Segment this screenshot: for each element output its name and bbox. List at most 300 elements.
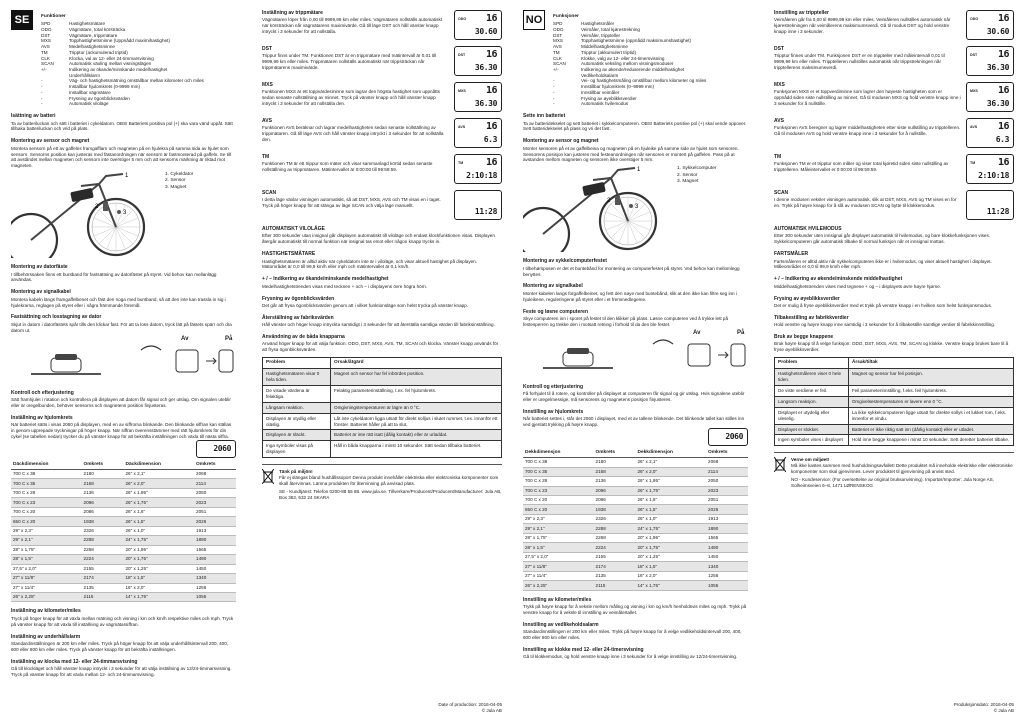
lcd-speed-value: 16 [485, 13, 497, 24]
table-row [11, 517, 236, 526]
table-cell: 29" x 2,3" [11, 526, 82, 535]
section-heading: Inställning av kilometer/miles [11, 608, 81, 615]
table-cell: 26" x 2,0" [635, 467, 706, 476]
section-text: Skjut in datorn i datorfästets spår tills den klickar fast. För att ta loss datorn, tryck lätt på fästets spärr och dra datorn ut. [11, 321, 232, 333]
table-cell: 1340 [194, 574, 236, 583]
functions-table [553, 21, 710, 107]
table-cell: 14" x 1,75" [123, 592, 194, 601]
section-text: Når batteriet settes i, står det 2060 i displayet, med et av tallene blinkende. Det blinkende tallet kan stilles inn ved gjentatt trykking på høyre knapp. [523, 416, 745, 428]
section-text: Vägmätaren löper från 0,00 till 9999,99 km eller miles. Vägmätaren nollställs automatiskt när körsträckan når vägmätarens maximivärde. Gå till läge DST och håll vänster knapp intryckt i 3 sekunder för att nollställa. [262, 17, 443, 35]
wheel-size-table [523, 449, 748, 591]
function-row [41, 101, 208, 107]
table-header: Orsak/åtgärd [331, 358, 502, 369]
table-cell: 20" x 1,95" [635, 533, 706, 542]
table-cell: 18" x 1,5" [123, 574, 194, 583]
table-row [523, 533, 748, 542]
mount-section [523, 283, 748, 302]
table-cell: 26" x 1,5" [635, 505, 706, 514]
troubleshooting-table [774, 357, 1014, 446]
section-text: Funksjonen TM er et tripptur som måler og viser total kjøretid siden siste nullstilling av tripptelleren. Måleintervallet er 0:00:00 til 99:59:59. [774, 161, 949, 173]
lcd-speed-value: 16 [485, 49, 497, 60]
table-row [11, 536, 236, 545]
table-cell: 29" x 2,3" [523, 514, 594, 523]
section-text: Middelhastighetstrenden vises med tegnene + og – i displayets øvre høyre hjørne. [774, 283, 942, 289]
function-code: - [553, 78, 555, 84]
table-header: Årsak/tiltak [848, 358, 1013, 369]
company-info: NO - Kundeservice: (For oversettelse av original bruksanvisning). Importør/Importer: Jula Norge AS, Solheimsveien 6–8, 1471 LØRENSKOG [791, 476, 994, 488]
function-desc: Underhållslarm [69, 72, 100, 78]
table-cell: Displayet er slokket. [775, 424, 849, 435]
lcd-mode-label: TM [970, 161, 976, 165]
table-cell: 700 C x 28 [11, 488, 82, 497]
table-row [775, 386, 1014, 397]
recycling-notice [262, 464, 502, 500]
table-cell: 2326 [594, 514, 636, 523]
table-header: Omkrets [706, 449, 748, 458]
function-desc: Indikering av ökande/minskande medelhastighet [69, 67, 168, 72]
table-cell: Magnet och sensor har fel inbördes position. [331, 369, 502, 386]
table-cell: 2180 [82, 469, 124, 478]
table-cell: 26" x 1,95" [635, 477, 706, 486]
lcd-display [966, 190, 1014, 220]
table-header: Dekkdimensjon [523, 449, 594, 458]
lcd-secondary-value: 36.30 [986, 98, 1009, 108]
svg-text:1: 1 [125, 173, 129, 180]
table-cell: Displayen är otydlig eller oläslig. [263, 413, 331, 430]
lcd-mode-label: TM [458, 161, 464, 165]
section-text: Tryck på höger knapp för att växla mellan mätning och visning i km och km/h respektive miles och mph. Tryck på vänster knapp för att växla till inställning av vägmätarsiffran. [11, 615, 234, 627]
table-cell: 2050 [706, 477, 748, 486]
table-cell: Inga symboler visas på displayen [263, 441, 331, 458]
lcd-display [966, 10, 1014, 40]
function-desc: Installbar vägmätare [69, 89, 111, 95]
lcd-speed-value: 16 [485, 157, 497, 168]
section-heading: AUTOMATISK HVILEMODUS [774, 226, 842, 232]
table-cell: Hastighetsmåleren viser 0 hele tiden. [775, 369, 849, 386]
section-text: Medelhastighetstrenden visas med tecknen + och – i displayens övre högra hörn. [262, 283, 428, 289]
function-desc: Automatisk växling mellan visningslägen [69, 61, 152, 67]
table-cell: 24" x 1,75" [635, 524, 706, 533]
function-code: TM [41, 49, 48, 55]
table-header: Problem [775, 358, 849, 369]
legend-item: 3. Magnet [677, 178, 699, 184]
function-section [262, 10, 502, 40]
table-cell: 2096 [594, 486, 636, 495]
function-section [774, 226, 1014, 245]
section-heading: Frysning av ögonblicksvärden [262, 295, 335, 302]
table-cell: Håll in båda knapparna i minst 10 sekunder. Sätt sedan tillbaka batteriet. [331, 441, 502, 458]
function-desc: Medelhastighetsminne [69, 44, 115, 50]
table-cell: 1565 [706, 533, 748, 542]
function-desc: Automatisk viloläge [69, 101, 109, 107]
section-heading: Montering av sensor och magnet [11, 138, 90, 145]
table-cell: 2136 [594, 477, 636, 486]
section-heading: SCAN [262, 190, 277, 196]
section-heading: Isättning av batteri [11, 113, 56, 120]
wheel-setting-figure [11, 440, 236, 458]
bike-illustration [523, 166, 748, 252]
function-code: TM [553, 49, 560, 55]
function-section [262, 154, 502, 184]
table-cell: 2288 [594, 524, 636, 533]
table-cell: Ingen symboler vises i displayet [775, 435, 849, 446]
label-on: På [225, 335, 233, 342]
function-desc: Topphastighetsminne (Uppnådd maximihastighet) [69, 38, 170, 44]
function-section [774, 10, 1014, 40]
function-code: SPD [41, 21, 51, 27]
table-cell: 700 C x 20 [11, 507, 82, 516]
function-section [774, 334, 1014, 353]
table-cell: 1450 [194, 564, 236, 573]
section-text: Standardinställningen är 200 km eller miles. Tryck på höger knapp för att välja underhållsintervall 200, 400, 600 eller 800 km eller miles. Tryck på vänster knapp för att bekräfta inställningen. [11, 640, 229, 652]
function-section [262, 82, 502, 112]
section-heading: + / – Indikering av økende/minskende middelhastighet [774, 276, 903, 283]
function-desc: Automatisk veksling mellom visningsmoduser [581, 61, 674, 67]
section-heading: Montering av sensor og magnet [523, 138, 599, 145]
section-text: Etter 300 sekunder uten innsignal går displayet automatisk til hvilemodus, og bare klokkefunksjonen vises. Sykkelcomputeren går automatisk tilbake til normal funksjon når et innsignal mottas. [774, 233, 991, 245]
table-cell: 2068 [706, 458, 748, 467]
function-desc: Automatisk hvilemodus [581, 101, 629, 107]
table-row [11, 488, 236, 497]
table-cell: 20" x 1,75" [635, 543, 706, 552]
table-cell: 16" x 2,0" [635, 571, 706, 580]
section-text: Gå till klockläget och håll vänster knapp intryckt i 3 sekunder för att välja inställning av 12/24-timmarsvisning. Tryck på vänster knapp för att växla mellan 12- och 24-timmarsvisning. [11, 666, 232, 677]
section-heading: Frysing av øyeblikksverdier [774, 295, 840, 302]
mount-section [11, 314, 236, 333]
table-row [11, 469, 236, 478]
function-desc: Klocka, val av 12- eller 24-timmarsvisning [69, 55, 154, 61]
function-desc: Frysing av øyeblikksverdier [581, 95, 637, 101]
table-cell: 26" x 2,1" [123, 469, 194, 478]
section-heading: Bruk av begge knappene [774, 334, 834, 341]
section-heading: TM [774, 154, 782, 160]
bicycle-drawing [523, 166, 673, 252]
function-code: - [553, 95, 555, 101]
function-desc: Tripptur (ackumulerad triptid) [69, 49, 128, 55]
section-heading: HASTIGHETSMÄTARE [262, 251, 316, 258]
wheel-size-table [11, 461, 236, 603]
section-heading: Innstilling av hjulomkrets [523, 408, 584, 415]
table-cell: 2136 [82, 488, 124, 497]
table-cell: Langsom reaksjon. [775, 396, 849, 407]
table-cell: Batteriet är inte rätt isatt (dålig kontakt) eller är urladdat. [331, 430, 502, 441]
table-cell: 1938 [82, 517, 124, 526]
section-text: I denne modusen veksler visningen automatisk, slik at DST, MXS, AVS og TM vises en for en. Trykk på høyre knapp for å slå av modusen SCAN og bytte til klokkemodus. [774, 197, 957, 209]
table-cell: Hastighetsmätaren visar 0 hela tiden. [263, 369, 331, 386]
lcd-speed-value: 16 [485, 85, 497, 96]
footer-line: Date of production: 2016-04-05 [438, 702, 502, 708]
table-row [775, 424, 1014, 435]
settings-section [11, 634, 236, 653]
table-cell: Omgivningstemperaturen är lägre än 0 °C. [331, 402, 502, 413]
language-badge: NO [523, 10, 545, 30]
table-header: Omkrets [594, 449, 636, 458]
footer-line: Produksjonsdato: 2016-04-05 [953, 702, 1014, 708]
lcd-display [966, 118, 1014, 148]
lcd-speed-value: 16 [997, 121, 1009, 132]
section-heading: MXS [774, 82, 785, 88]
lcd-mode-label: AVS [458, 125, 466, 129]
function-desc: Indikering av økende/reduserende middelhastighet [581, 67, 685, 72]
label-off: Av [693, 329, 701, 336]
recycling-title: Verne om miljøet! [791, 457, 830, 463]
bicycle-drawing [11, 172, 161, 258]
table-row [263, 402, 502, 413]
table-cell: 2115 [594, 581, 636, 590]
table-cell: Hold inne begge knappene i minst 10 sekunder. Sett deretter batteriet tilbake. [848, 435, 1013, 446]
wheel-circumference-value: 2060 [725, 431, 743, 441]
section-text: Funktionen TM är ett trippur som mäter och visar sammanlagd körtid sedan senaste nollställning av trippmätaren. Mätintervallet är 0:00:00 till 99:59:59. [262, 161, 433, 173]
table-cell: 26" x 1,75" [123, 498, 194, 507]
column-right [262, 10, 502, 500]
function-code: SCAN [553, 61, 566, 67]
label-off: Av [181, 335, 189, 342]
section-text: Det er mulig å fryse øyeblikksverdier med et trykk på venstre knapp i en hvilken som helst funksjonsmodus. [774, 302, 993, 308]
wheel-setting-figure [523, 428, 748, 446]
settings-section [523, 647, 748, 660]
function-code: MXS [553, 38, 563, 44]
install-section [11, 113, 236, 132]
function-desc: Veimåler, trippteller [581, 32, 621, 38]
table-cell: 2135 [82, 583, 124, 592]
function-section [774, 154, 1014, 184]
table-cell: 2068 [194, 469, 236, 478]
function-desc: Middelhastighetsminne [581, 44, 628, 50]
mount-section [11, 289, 236, 308]
table-cell: 2026 [706, 505, 748, 514]
function-code: DST [41, 32, 51, 38]
function-desc: Vedlikeholdsalarm [581, 72, 619, 78]
lcd-display [708, 428, 748, 446]
table-row [11, 545, 236, 554]
lcd-secondary-value: 30.60 [474, 26, 497, 36]
legend-item: 1. Cykeldator [165, 172, 194, 178]
table-row [523, 552, 748, 561]
function-code: SPD [553, 21, 563, 27]
bike-legend [165, 172, 193, 191]
table-row [11, 574, 236, 583]
lcd-secondary-value: 2:10:18 [978, 170, 1009, 180]
settings-section [523, 597, 748, 616]
section-text: Standardinnstillingen er 200 km eller miles. Trykk på høyre knapp for å velge vedlikeholdsintervall 200, 400, 600 eller 800 km eller miles. [523, 629, 742, 641]
table-row [11, 526, 236, 535]
table-header: Dekkdimensjon [635, 449, 706, 458]
table-cell: 1565 [194, 545, 236, 554]
section-heading: Återställning av fabriksvärden [262, 314, 334, 321]
table-cell: 24" x 1,75" [123, 536, 194, 545]
install-section [11, 138, 236, 169]
table-row [263, 369, 502, 386]
section-heading: DST [774, 46, 784, 52]
table-cell: 2114 [194, 479, 236, 488]
table-cell: 20" x 1,95" [123, 545, 194, 554]
section-heading: Montering av signalkabel [11, 289, 71, 296]
table-cell: 700 C x 38 [11, 469, 82, 478]
table-cell: 2168 [82, 479, 124, 488]
legend-item: 2. Sensor [165, 178, 186, 184]
lcd-speed-value: 16 [997, 49, 1009, 60]
table-cell: 2051 [706, 496, 748, 505]
table-cell: 26" x 2,1" [635, 458, 706, 467]
section-text: Fartsmåleren er alltid aktiv når sykkelcomputeren ikke er i hvilemodus, og viser aktuell hastighet i displayet. Måleområdet er 0,0 til 99,9 km/h eller mph. [774, 258, 992, 270]
lcd-display [454, 154, 502, 184]
table-row [263, 413, 502, 430]
function-section [774, 46, 1014, 76]
lcd-secondary-value: 6.3 [995, 134, 1009, 144]
table-cell: 700 C x 35 [11, 479, 82, 488]
recycling-title: Tänk på miljön! [279, 469, 313, 475]
table-cell: 26" x 1,6" [123, 507, 194, 516]
lcd-display [966, 46, 1014, 76]
function-desc: Hastighetsmätare [69, 21, 106, 27]
table-header: Omkrets [82, 461, 124, 470]
table-cell: Långsam reaktion. [263, 402, 331, 413]
section-heading: Montering av signalkabel [523, 283, 583, 290]
function-desc: Väg- och hastighetsmätning omställbar mellan kilometer och miles [69, 78, 204, 84]
legend-item: 1. Sykkelcomputer [677, 166, 717, 172]
lcd-secondary-value: 6.3 [483, 134, 497, 144]
legend-item: 3. Magnet [165, 184, 187, 190]
table-row [11, 583, 236, 592]
bike-legend [677, 166, 716, 185]
function-code: AVS [41, 44, 50, 50]
section-heading: AUTOMATISKT VILOLÄGE [262, 226, 325, 232]
function-code: ODO [553, 26, 564, 32]
section-heading: Montering av datorfäste [11, 264, 68, 271]
table-cell: Magnet og sensor har feil posisjon. [848, 369, 1013, 386]
section-heading: FARTSMÅLER [774, 251, 809, 258]
table-cell: 2224 [594, 543, 636, 552]
table-row [11, 498, 236, 507]
section-heading: Innstilling av vedlikeholdsalarm [523, 621, 599, 628]
svg-text:2: 2 [95, 204, 99, 211]
functions-table [41, 21, 208, 107]
function-code: - [41, 101, 43, 107]
table-cell: 16" x 2,0" [123, 583, 194, 592]
section-heading: AVS [262, 118, 272, 124]
section-text: Använd höger knapp för att välja funktion: ODO, DST, MXS, AVS, TM, SCAN och klocka. Vänster knapp används för att frysa ögonblicksvärden. [262, 341, 499, 353]
section-text: Hastighetsmätaren är alltid aktiv när cykeldatorn inte är i viloläge, och visar aktuell hastighet på displayen. Mätområdet är 0,0 till 99,9 km/h eller mph och mätintervallet är 0,1 km/h. [262, 258, 477, 270]
settings-section [523, 622, 748, 641]
section-text: Funksjonen MXS er et toppverdiminne som lagrer den høyeste hastigheten som er oppnådd siden siste nullstilling av minnet. Gå til modusen MXS og hold venstre knapp inne i 3 sekunder for å nullstille. [774, 89, 961, 107]
function-section [774, 315, 1014, 328]
lcd-mode-label: ODO [458, 17, 467, 21]
table-cell: 2155 [82, 564, 124, 573]
lcd-display [454, 10, 502, 40]
mount-illustration [523, 330, 748, 378]
troubleshooting-table [262, 357, 502, 458]
table-cell: 1340 [706, 562, 748, 571]
section-heading: DST [262, 46, 272, 52]
section-text: Trykk på høyre knapp for å veksle mellom måling og visning i km og km/h henholdsvis miles og mph. Trykk på venstre knapp for å veksle til innstilling av veimålertallet. [523, 604, 747, 615]
section-text: Det går att frysa ögonblicksvärden genom att i vilket funktionsläge som helst trycka på vänster knapp. [262, 302, 469, 308]
table-cell: 2051 [194, 507, 236, 516]
function-section [262, 226, 502, 245]
bike-illustration [11, 172, 236, 258]
table-row [263, 386, 502, 403]
lcd-display [966, 82, 1014, 112]
function-code: +/- [41, 67, 47, 72]
table-cell: 650 C x 20 [523, 505, 594, 514]
table-row [11, 564, 236, 573]
table-cell: 2180 [594, 458, 636, 467]
table-cell: 27" x 11/8" [523, 562, 594, 571]
crossed-bin-icon [774, 457, 786, 472]
table-row [263, 430, 502, 441]
section-text: Veimåleren går fra 0,00 til 9999,99 km eller miles. Veimåleren nullstilles automatisk når kjørestrekningen når veimålerens maksimumsverdi. Gå til modus DST og hold venstre knapp inne i 3 sekunder. [774, 17, 951, 35]
table-row [775, 435, 1014, 446]
lcd-secondary-value: 11:28 [474, 206, 497, 216]
section-text: Bruk høyre knapp til å velge funksjon: ODO, DST, MXS, AVS, TM, SCAN og klokke. Venstre knapp brukes bare til å fryse øyeblikksverdier. [774, 341, 1009, 353]
function-code: - [41, 89, 43, 95]
section-heading: Tilbakestilling av fabrikkverdier [774, 314, 849, 321]
table-cell: 2288 [82, 536, 124, 545]
function-code: - [553, 84, 555, 90]
table-cell: De visade värdena är felaktiga. [263, 386, 331, 403]
section-heading: + / – Indikering av ökande/minskande medelhastighet [262, 276, 389, 283]
table-row [775, 407, 1014, 424]
function-code: ODO [41, 26, 52, 32]
settings-section [11, 608, 236, 627]
section-text: I tillbehörssaken finns ett buntband för fastsättning av datorfästet på styret. Vid behov kan mellanlägg användas. [11, 271, 217, 283]
section-heading: Användning av de båda knapparna [262, 334, 345, 341]
section-heading: Kontroll och efterjustering [11, 389, 74, 396]
function-desc: Topphastighetsminne (oppnådd maksimumshastighet) [581, 38, 692, 44]
table-cell: 20" x 1,25" [635, 552, 706, 561]
table-cell: 29" x 2,1" [11, 536, 82, 545]
table-cell: 2114 [706, 467, 748, 476]
section-text: När batteriet sätts i visas 2060 på displayen, med en av siffrorna blinkande. Den blinkande siffran kan ställas in genom upprepade tryckningar på höger knapp. När siffran överensstämmer med rätt hjulomkrets för din cykel (se tabellen nedan) trycker du på vänster knapp för att bekräfta inställningen och växla till nästa siffra. [11, 422, 232, 439]
table-cell: 2135 [594, 571, 636, 580]
lcd-display [454, 46, 502, 76]
section-text: Sätt framhjulet i rotation och kontrollera på displayen att datorn får signal och ger utslag. Om signalen uteblir eller är oregelbunden, behöver sensorns och magnetens position finjusteras. [11, 396, 231, 408]
function-desc: Frysning av ögonblicksvärden [69, 95, 130, 101]
recycling-text: Må ikke kastes sammen med husholdningsavfallet! Dette produktet må inneholde elektriske eller elektroniske komponenter som skal gjenvinnes. Lever produktet til gjenvinning på anvist sted. [791, 463, 1013, 475]
lcd-mode-label: MXS [970, 89, 978, 93]
function-desc: Vägmätare, total körsträcka [69, 26, 126, 32]
lcd-secondary-value: 36.30 [986, 62, 1009, 72]
section-heading: SCAN [774, 190, 789, 196]
section-heading: AVS [774, 118, 784, 124]
section-text: Monter kabelen langs forgaffelbeinet, og fest den nøye med buntebånd, slik at den ikke kan filtre seg inn i hjuleikene, reguleringene på styret eller i et fremmedlegeme. [523, 290, 737, 302]
section-text: Få forhjulet til å rotere, og kontroller på displayet at computeren får signal og gir utslag. Hvis signalene uteblir eller er uregelmessige, må sensorens og magnetens posisjon finjusteres. [523, 391, 745, 402]
section-text: Ta av batteridekselet og sett batteriet i sykkelcomputeren. OBS! Batteriets positive pol (+) skal vende oppover. Sett batteridekselet på plass og vri det fast. [523, 120, 747, 132]
table-cell: 26" x 2,25" [11, 592, 82, 601]
install-section [523, 113, 748, 132]
function-section [774, 118, 1014, 148]
table-row [523, 524, 748, 533]
table-cell: 2086 [82, 507, 124, 516]
function-code: - [41, 84, 43, 90]
settings-section [11, 659, 236, 678]
table-cell: La ikke sykkelcomputeren ligge utsatt for direkte sollys i et lukket rom, f.eks. innenfor et vindu. [848, 407, 1013, 424]
table-cell: 28" x 1,5" [523, 543, 594, 552]
function-code: AVS [553, 44, 562, 50]
table-header: Omkrets [194, 461, 236, 470]
table-row [523, 581, 748, 590]
table-cell: 2168 [594, 467, 636, 476]
lcd-secondary-value: 36.30 [474, 98, 497, 108]
table-cell: 700 C x 23 [523, 486, 594, 495]
function-section [262, 190, 502, 220]
table-cell: 26" x 2,25" [523, 581, 594, 590]
wheel-circumference-value: 2060 [213, 443, 231, 453]
section-text: I tilbehørsposen er det et buntebånd for montering av computerfestet på styret. Ved behov kan mellomlegg benyttes. [523, 265, 740, 277]
mount-section [11, 264, 236, 283]
table-cell: 28" x 1,75" [523, 533, 594, 542]
setup-section [523, 384, 748, 403]
table-cell: 2086 [594, 496, 636, 505]
